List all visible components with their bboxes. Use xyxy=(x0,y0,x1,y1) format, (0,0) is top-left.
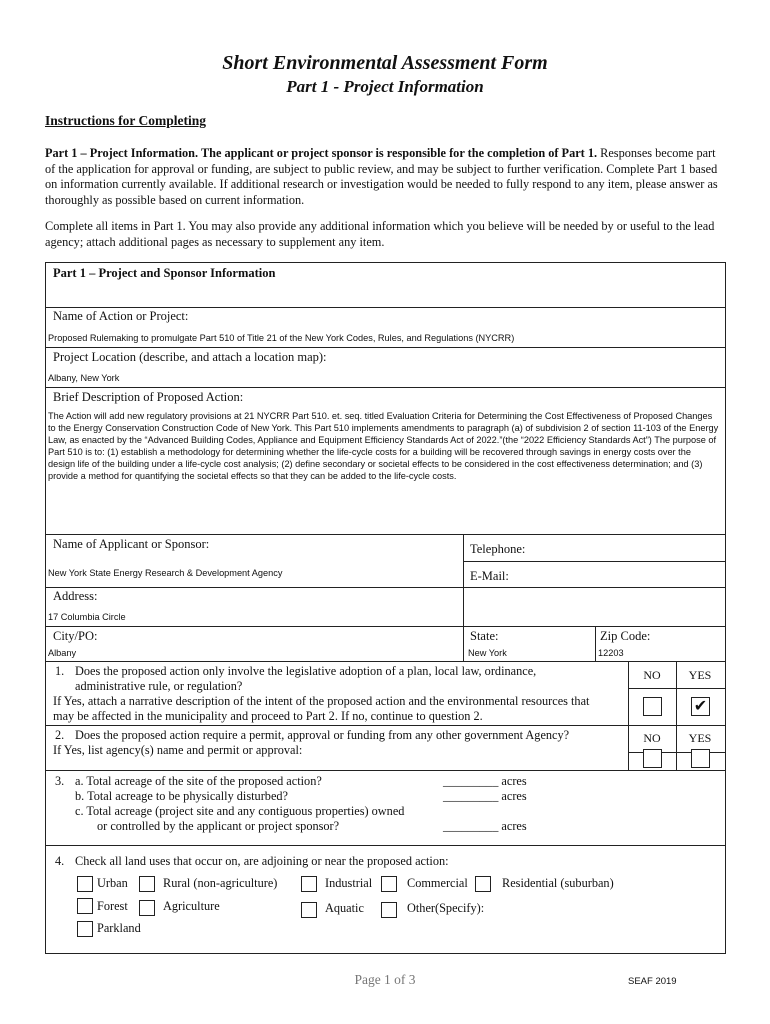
rule xyxy=(45,587,726,588)
instructions-p1-bold: Part 1 – Project Information. The applicant or project sponsor is responsible for the completion of Part 1. xyxy=(45,146,598,160)
instructions-heading: Instructions for Completing xyxy=(45,113,207,128)
telephone-label: Telephone: xyxy=(470,542,526,556)
rule xyxy=(463,561,726,562)
residential-label: Residential (suburban) xyxy=(502,876,614,890)
residential-checkbox[interactable] xyxy=(475,876,491,892)
rural-checkbox[interactable] xyxy=(139,876,155,892)
state-field[interactable]: New York xyxy=(468,648,507,658)
name-of-action-field[interactable]: Proposed Rulemaking to promulgate Part 510 of Title 21 of the New York Codes, Rules, and Regulations (NYCRR) xyxy=(48,333,515,343)
address-label: Address: xyxy=(53,589,98,603)
q3-a-acres-field[interactable]: _________ acres xyxy=(443,774,527,788)
industrial-label: Industrial xyxy=(325,876,373,890)
project-location-label: Project Location (describe, and attach a location map): xyxy=(53,350,327,364)
name-of-action-label: Name of Action or Project: xyxy=(53,309,189,323)
section-heading: Part 1 – Project and Sponsor Information xyxy=(53,266,276,280)
instructions-paragraph-1 xyxy=(45,146,725,208)
applicant-label: Name of Applicant or Sponsor: xyxy=(53,537,210,551)
forest-checkbox[interactable] xyxy=(77,898,93,914)
other-label: Other(Specify): xyxy=(407,901,485,915)
q2-text-line2: If Yes, list agency(s) name and permit or approval: xyxy=(53,743,303,757)
rural-label: Rural (non-agriculture) xyxy=(163,876,278,890)
rule xyxy=(45,307,726,308)
instructions-paragraph-2: Complete all items in Part 1. You may also provide any additional information which you believe will be needed by or useful to the lead agency; attach additional pages as necessary to supplement any item. xyxy=(45,219,715,249)
zip-label: Zip Code: xyxy=(600,629,651,643)
q4-number: 4. xyxy=(55,854,65,868)
instructions-p1-rest: Responses become part of the application for approval or funding, are subject to public review, and may be subject to further verification. Complete Part 1 based on information currently available. If additional research or investigation would be needed to fully respond to any item, please answer as thoroughly as possible based on current information. xyxy=(45,146,718,207)
zip-field[interactable]: 12203 xyxy=(598,648,624,658)
form-outer-box xyxy=(45,262,726,954)
commercial-checkbox[interactable] xyxy=(381,876,397,892)
q1-number: 1. xyxy=(55,664,65,678)
forest-label: Forest xyxy=(97,899,128,913)
rule xyxy=(45,661,726,662)
city-label: City/PO: xyxy=(53,629,98,643)
form-subtitle: Part 1 - Project Information xyxy=(286,77,484,96)
applicant-field[interactable]: New York State Energy Research & Development Agency xyxy=(48,568,283,578)
q1-text-line1: Does the proposed action only involve the legislative adoption of a plan, local law, ordinance, xyxy=(75,664,537,678)
aquatic-label: Aquatic xyxy=(325,901,364,915)
q3-c-text-line1: c. Total acreage (project site and any contiguous properties) owned xyxy=(75,804,405,818)
email-label: E-Mail: xyxy=(470,569,509,583)
q1-text-line3: If Yes, attach a narrative description of the intent of the proposed action and the environmental resources that xyxy=(53,694,590,708)
q1-yes-label: YES xyxy=(688,668,712,682)
address-field[interactable]: 17 Columbia Circle xyxy=(48,612,126,622)
q2-number: 2. xyxy=(55,728,65,742)
rule xyxy=(45,770,726,771)
rule xyxy=(628,688,726,689)
rule xyxy=(595,626,596,661)
check-mark-icon: ✔ xyxy=(693,696,708,715)
form-code: SEAF 2019 xyxy=(628,976,677,987)
q1-text-line4: may be affected in the municipality and proceed to Part 2. If no, continue to question 2. xyxy=(53,709,483,723)
rule xyxy=(45,347,726,348)
state-label: State: xyxy=(470,629,499,643)
description-label: Brief Description of Proposed Action: xyxy=(53,390,244,404)
parkland-checkbox[interactable] xyxy=(77,921,93,937)
q1-no-label: NO xyxy=(643,668,661,682)
urban-checkbox[interactable] xyxy=(77,876,93,892)
rule xyxy=(45,845,726,846)
agriculture-label: Agriculture xyxy=(163,899,220,913)
q1-yes-checkbox[interactable] xyxy=(691,697,710,716)
form-title: Short Environmental Assessment Form xyxy=(222,52,548,74)
q3-c-text-line2: or controlled by the applicant or project sponsor? xyxy=(97,819,340,833)
agriculture-checkbox[interactable] xyxy=(139,900,155,916)
q1-no-checkbox[interactable] xyxy=(643,697,662,716)
commercial-label: Commercial xyxy=(407,876,468,890)
description-field[interactable]: The Action will add new regulatory provisions at 21 NYCRR Part 510. et. seq. titled Evaluation Criteria for Determining the Cost Effectiveness of Proposed Changes to the Energy Conservation Construction Code of New York. This Part 510 implements amendments to paragraph (a) of subdivision 2 of section 11-103 of the Energy Law, as enacted by the “Advanced Building Codes, Appliance and Equipment Efficiency Standards Act of 2022.”(the “2022 Efficiency Standards Act”) The purpose of Part 510 is to: (1) establish a methodology for determining whether the life-cycle costs for a building will be recovered through savings in energy costs over the design life of the building under a life-cycle cost analysis; (2) define secondary or societal effects to be considered in the cost effectiveness determination; and (3) provide a method for quantifying the societal effects so that they can be added to the life-cycle costs. xyxy=(48,411,719,481)
city-field[interactable]: Albany xyxy=(48,648,77,658)
rule xyxy=(45,725,726,726)
rule xyxy=(463,534,464,661)
q2-no-checkbox[interactable] xyxy=(643,749,662,768)
q3-b-acres-field[interactable]: _________ acres xyxy=(443,789,527,803)
q1-text-line2: administrative rule, or regulation? xyxy=(75,679,243,693)
urban-label: Urban xyxy=(97,876,128,890)
q3-c-acres-field[interactable]: _________ acres xyxy=(443,819,527,833)
other-checkbox[interactable] xyxy=(381,902,397,918)
page-number: Page 1 of 3 xyxy=(354,972,416,987)
q2-no-label: NO xyxy=(643,731,661,745)
rule xyxy=(45,626,726,627)
q4-text: Check all land uses that occur on, are adjoining or near the proposed action: xyxy=(75,854,449,868)
rule xyxy=(45,534,726,535)
aquatic-checkbox[interactable] xyxy=(301,902,317,918)
q2-yes-label: YES xyxy=(688,731,712,745)
q3-number: 3. xyxy=(55,774,65,788)
q3-a-text: a. Total acreage of the site of the proposed action? xyxy=(75,774,322,788)
q3-b-text: b. Total acreage to be physically disturbed? xyxy=(75,789,289,803)
q2-yes-checkbox[interactable] xyxy=(691,749,710,768)
rule xyxy=(45,387,726,388)
parkland-label: Parkland xyxy=(97,921,141,935)
industrial-checkbox[interactable] xyxy=(301,876,317,892)
project-location-field[interactable]: Albany, New York xyxy=(48,373,120,383)
q2-text-line1: Does the proposed action require a permit, approval or funding from any other government Agency? xyxy=(75,728,570,742)
